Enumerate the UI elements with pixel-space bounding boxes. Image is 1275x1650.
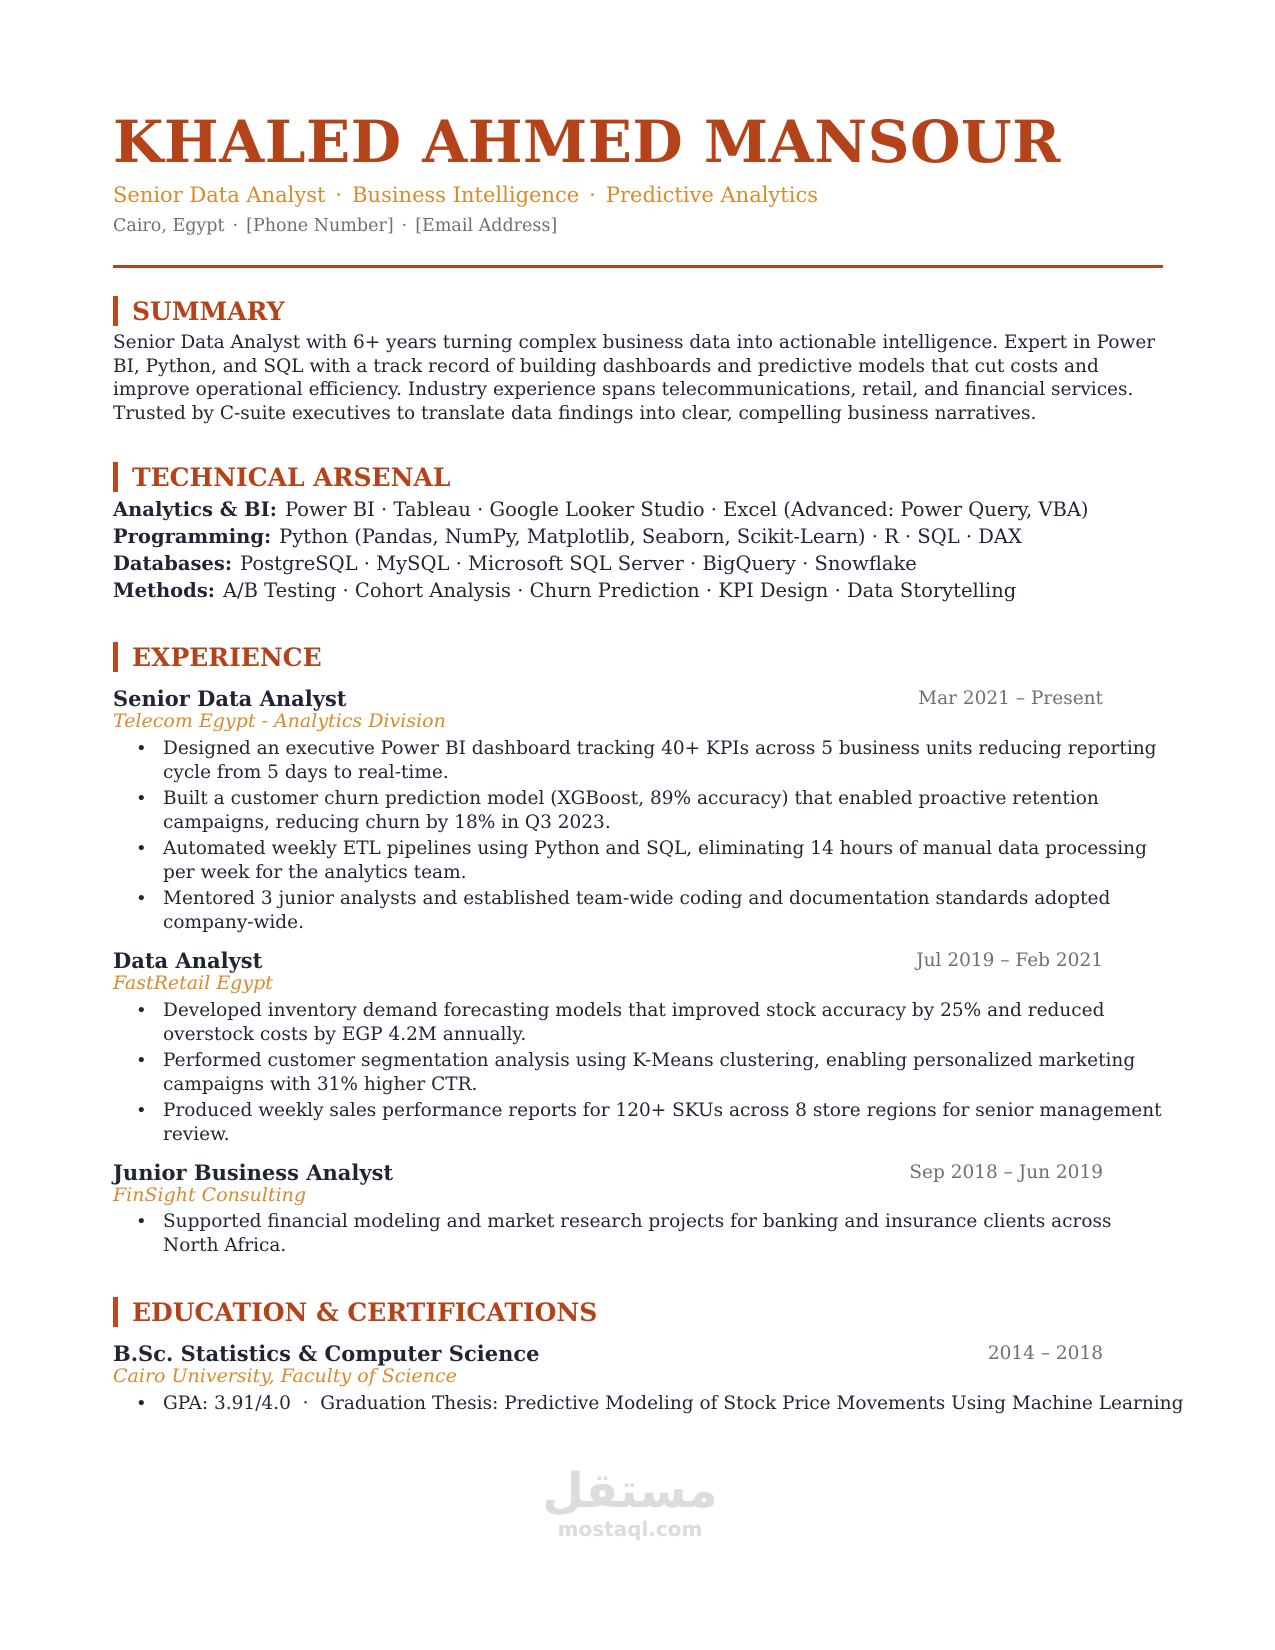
tagline-item: Senior Data Analyst [113,183,326,207]
job-dates: Mar 2021 – Present [918,688,1103,709]
skill-label: Methods: [113,579,215,602]
section-bar [113,462,118,492]
school-name: Cairo University, Faculty of Science [113,1365,457,1387]
section-bar [113,1297,118,1327]
job-title: Junior Business Analyst [113,1160,394,1185]
tagline-item: Predictive Analytics [605,183,818,207]
phone: [Phone Number] [246,216,394,236]
education-heading [113,1297,597,1327]
section-title: EDUCATION & CERTIFICATIONS [132,1297,598,1327]
skill-row [113,525,1022,548]
summary-heading [113,296,284,326]
list-item: • Designed an executive Power BI dashboard tracking 40+ KPIs across 5 business units reducing reporting cycle from 5 days to real-time. [113,737,1163,784]
skill-label: Programming: [113,525,272,548]
list-item: • Produced weekly sales performance reports for 120+ SKUs across 8 store regions for senior management review. [113,1099,1163,1146]
job-title: Senior Data Analyst [113,686,347,711]
skill-value: Python (Pandas, NumPy, Matplotlib, Seaborn, Scikit-Learn) · R · SQL · DAX [279,525,1022,548]
job-title: Data Analyst [113,948,263,973]
education-dates: 2014 – 2018 [987,1343,1103,1364]
job-bullets [113,737,1163,937]
candidate-name: KHALED AHMED MANSOUR [113,108,1061,176]
job-bullets [113,999,1163,1149]
watermark-arabic: مستقل [542,1463,718,1519]
tagline-item: Business Intelligence [352,183,580,207]
list-item: • Mentored 3 junior analysts and established team-wide coding and documentation standards adopted company-wide. [113,887,1163,934]
skill-value: Power BI · Tableau · Google Looker Studio · Excel (Advanced: Power Query, VBA) [284,498,1089,521]
watermark-logo [530,1465,730,1541]
location: Cairo, Egypt [113,216,225,236]
experience-heading [113,642,322,672]
education-bullets [113,1392,1184,1419]
contact-separator: · [232,216,239,236]
list-item: • Automated weekly ETL pipelines using Python and SQL, eliminating 14 hours of manual data processing per week for the analytics team. [113,837,1163,884]
skill-row [113,579,1016,602]
watermark-latin: mostaql.com [557,1517,703,1541]
list-item: • Built a customer churn prediction model (XGBoost, 89% accuracy) that enabled proactive retention campaigns, reducing churn by 18% in Q3 2023. [113,787,1163,834]
summary-text: Senior Data Analyst with 6+ years turning complex business data into actionable intelligence. Expert in Power BI, Python, and SQL with a track record of building dashboards and predictive models that cut costs and improve operational efficiency. Industry experience spans telecommunications, retail, and financial services. Trusted by C-suite executives to translate data findings into clear, compelling business narratives. [113,332,1156,424]
job-organization: FastRetail Egypt [113,972,273,994]
list-item: • Performed customer segmentation analysis using K-Means clustering, enabling personalized marketing campaigns with 31% higher CTR. [113,1049,1163,1096]
degree-title: B.Sc. Statistics & Computer Science [113,1341,540,1366]
section-bar [113,642,118,672]
job-dates: Jul 2019 – Feb 2021 [916,950,1103,971]
list-item: • Developed inventory demand forecasting models that improved stock accuracy by 25% and reduced overstock costs by EGP 4.2M annually. [113,999,1163,1046]
contact-line [113,216,557,236]
skills-heading [113,462,450,492]
contact-separator: · [401,216,408,236]
tagline-separator: · [335,183,343,207]
job-organization: Telecom Egypt - Analytics Division [113,710,446,732]
job-dates: Sep 2018 – Jun 2019 [909,1162,1103,1183]
skill-row [113,552,917,575]
job-bullets [113,1210,1163,1260]
skill-value: A/B Testing · Cohort Analysis · Churn Prediction · KPI Design · Data Storytelling [223,579,1017,602]
email: [Email Address] [415,216,558,236]
skill-label: Databases: [113,552,233,575]
section-title: EXPERIENCE [132,642,322,672]
section-bar [113,296,118,326]
tagline-separator: · [589,183,596,207]
header-divider [113,265,1163,268]
list-item: • GPA: 3.91/4.0 · Graduation Thesis: Predictive Modeling of Stock Price Movements Using Machine Learning [113,1392,1163,1416]
job-organization: FinSight Consulting [113,1184,307,1206]
skill-label: Analytics & BI: [113,498,277,521]
section-title: TECHNICAL ARSENAL [132,462,451,492]
list-item: • Supported financial modeling and market research projects for banking and insurance clients across North Africa. [113,1210,1163,1257]
section-title: SUMMARY [132,296,285,326]
tagline [113,183,818,207]
skill-value: PostgreSQL · MySQL · Microsoft SQL Server · BigQuery · Snowflake [240,552,917,575]
skill-row [113,498,1089,521]
